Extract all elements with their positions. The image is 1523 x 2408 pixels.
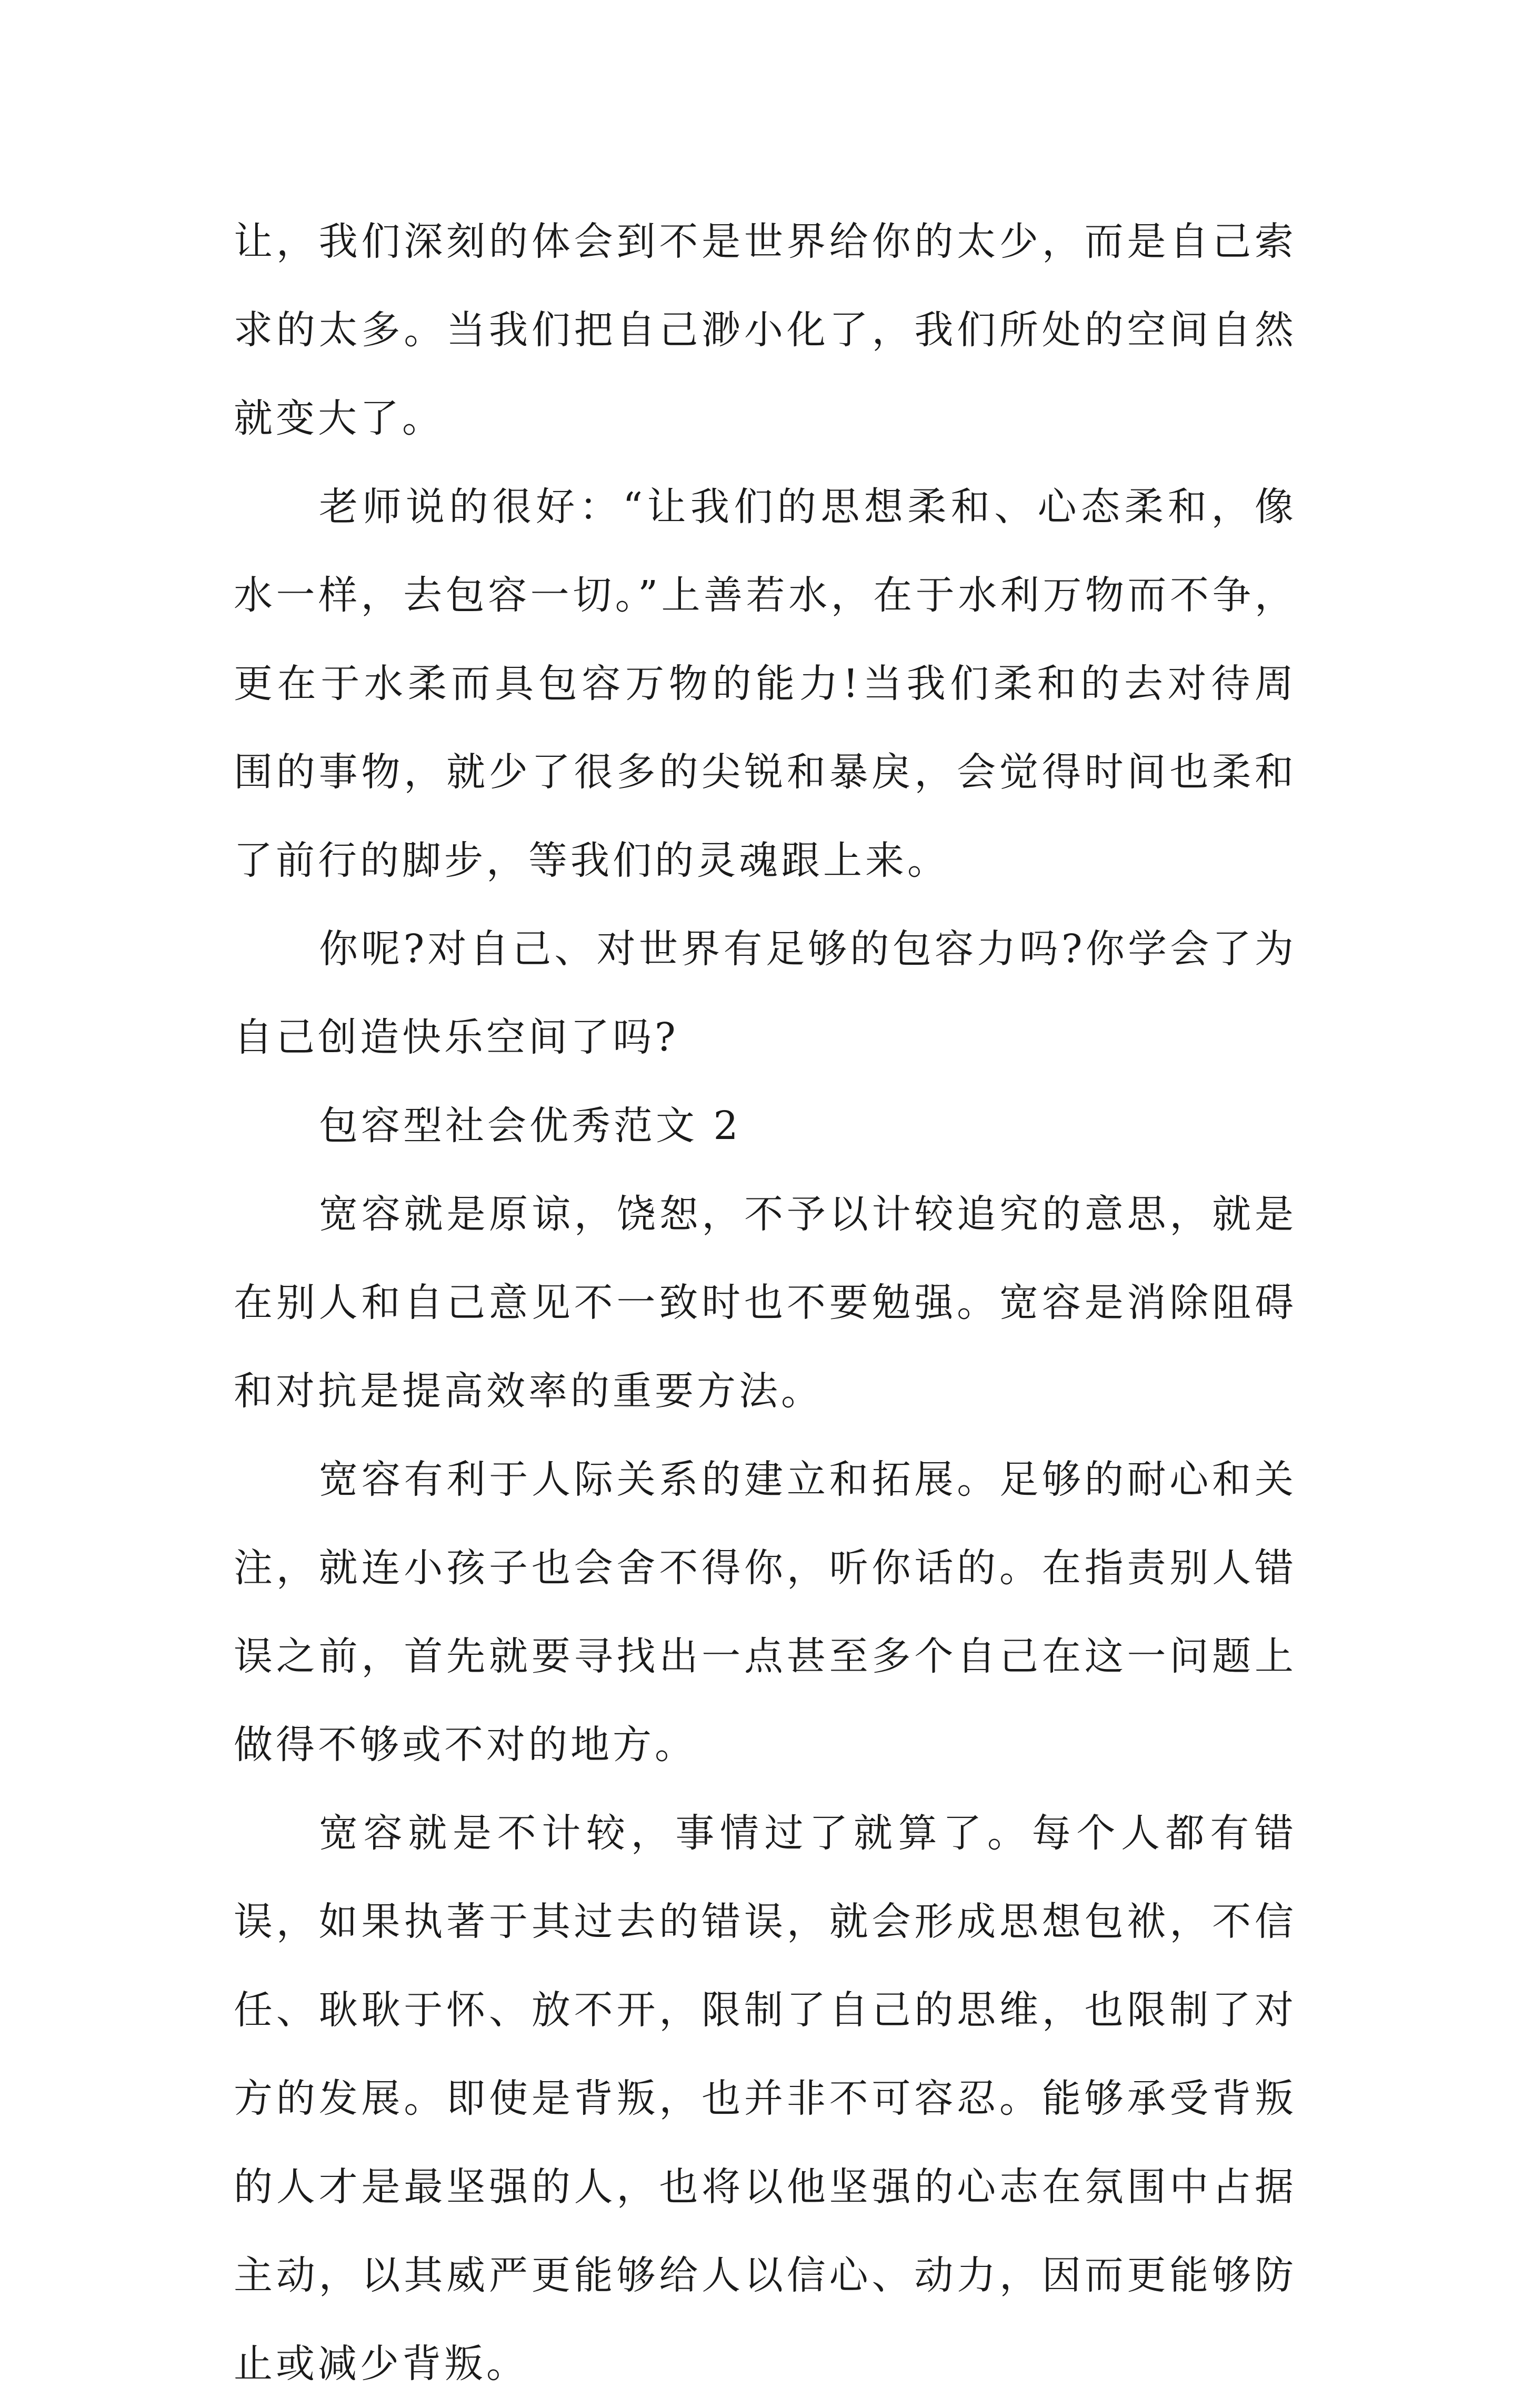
paragraph-tolerance-definition: 宽容就是原谅，饶恕，不予以计较追究的意思，就是在别人和自己意见不一致时也不要勉强。宽容是消除阻碍和对抗是提高效率的重要方法。 — [234, 1192, 1297, 1414]
paragraph-relationships: 宽容有利于人际关系的建立和拓展。足够的耐心和关注，就连小孩子也会舍不得你，听你话的。在指责别人错误之前，首先就要寻找出一点甚至多个自己在这一问题上做得不够或不对的地方。 — [234, 1457, 1297, 1767]
paragraph-teacher-quote: 老师说的很好：“让我们的思想柔和、心态柔和，像水一样，去包容一切。”上善若水，在于水利万物而不争，更在于水柔而具包容万物的能力!当我们柔和的去对待周围的事物，就少了很多的尖锐和暴戾，会觉得时间也柔和了前行的脚步，等我们的灵魂跟上来。 — [234, 484, 1297, 883]
section-heading: 包容型社会优秀范文 2 — [319, 1103, 742, 1148]
paragraph-continuation: 让，我们深刻的体会到不是世界给你的太少，而是自己索求的太多。当我们把自己渺小化了，我们所处的空间自然就变大了。 — [234, 219, 1297, 441]
paragraph-question: 你呢?对自己、对世界有足够的包容力吗?你学会了为自己创造快乐空间了吗? — [234, 926, 1297, 1060]
document-body — [234, 197, 1297, 2408]
paragraph-not-calculating: 宽容就是不计较，事情过了就算了。每个人都有错误，如果执著于其过去的错误，就会形成思想包袱，不信任、耿耿于怀、放不开，限制了自己的思维，也限制了对方的发展。即使是背叛，也并非不可容忍。能够承受背叛的人才是最坚强的人，也将以他坚强的心志在氛围中占据主动，以其威严更能够给人以信心、动力，因而更能够防止或减少背叛。 — [234, 1811, 1297, 2386]
